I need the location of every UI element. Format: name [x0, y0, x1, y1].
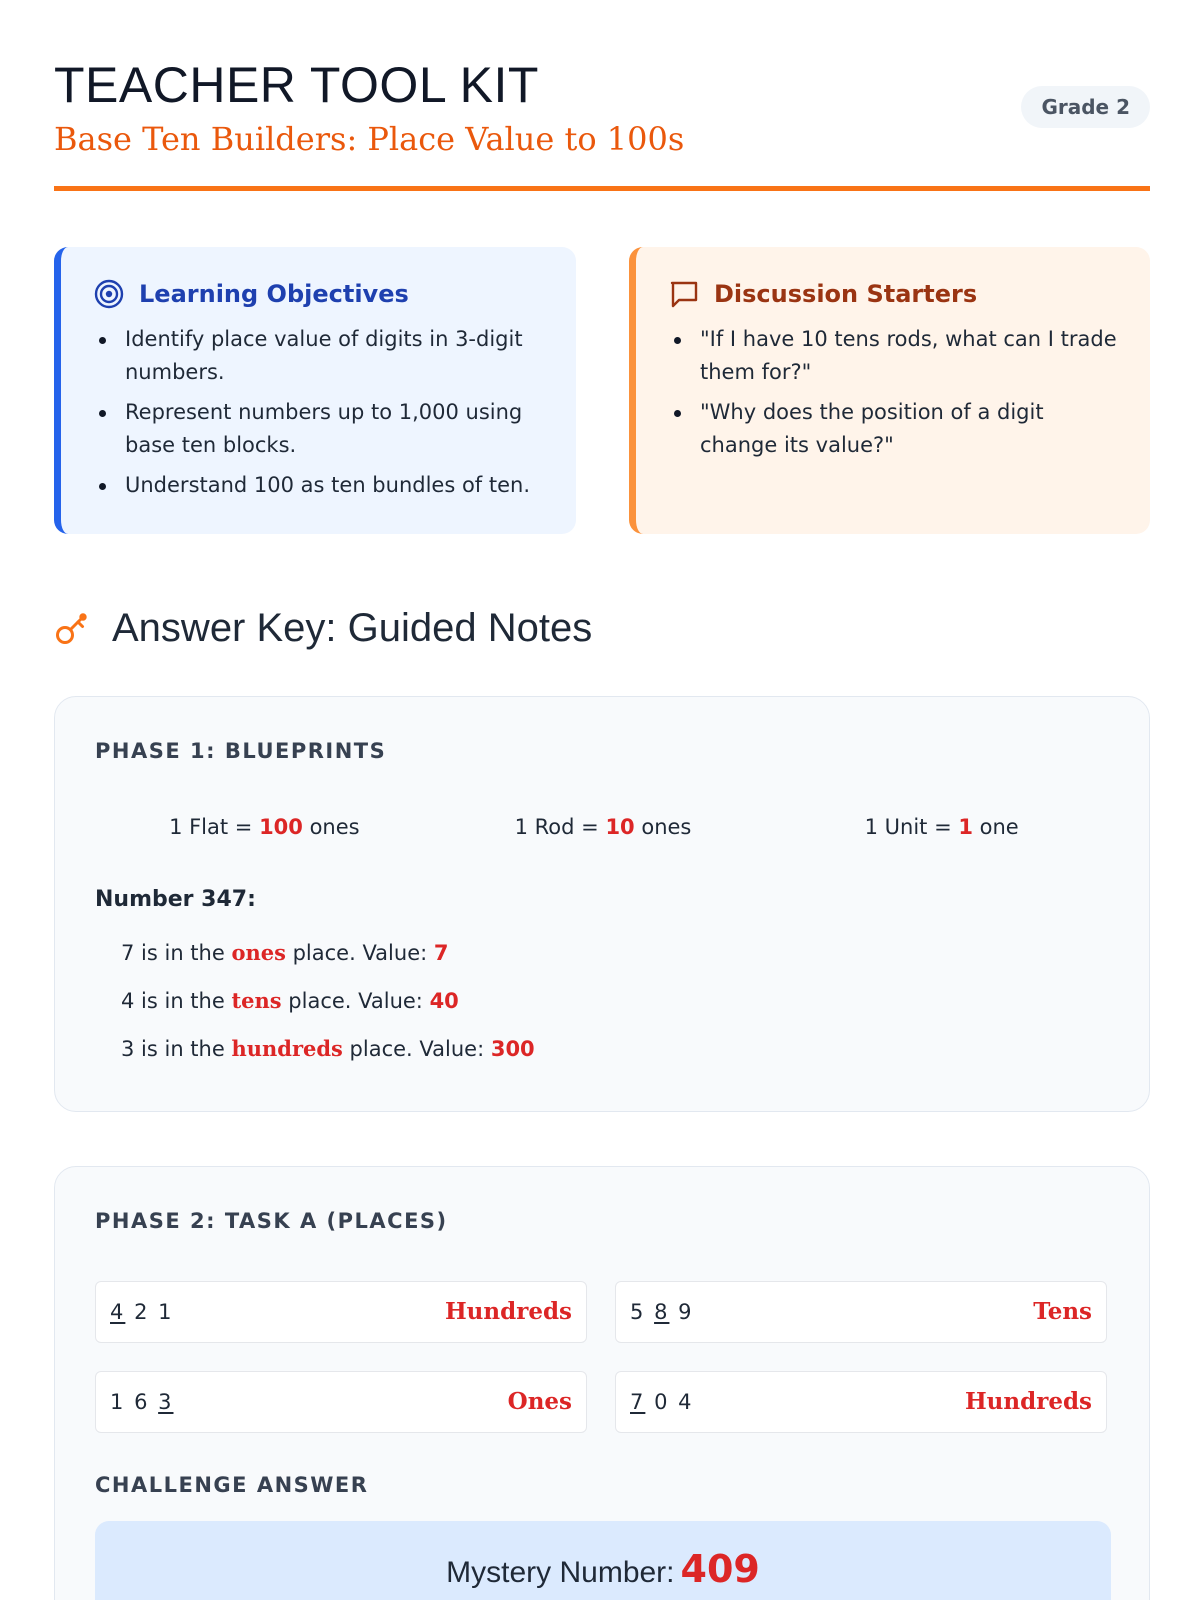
- key-icon: [54, 610, 90, 646]
- tool-kit-page: [54, 0, 1150, 1600]
- list-item: Represent numbers up to 1,000 using base ten blocks.: [93, 396, 546, 462]
- value-answer: 40: [429, 989, 459, 1013]
- digit: 4: [678, 1390, 694, 1414]
- number-digits: [110, 1282, 174, 1342]
- grade-badge: Grade 2: [1021, 86, 1150, 128]
- page-header: [54, 52, 1150, 192]
- digit: 0: [654, 1390, 670, 1414]
- answer-value: 10: [605, 815, 635, 839]
- discussion-starters-title: Discussion Starters: [714, 280, 978, 308]
- phase1-label: PHASE 1: BLUEPRINTS: [95, 739, 387, 763]
- place-answer: tens: [231, 988, 282, 1013]
- equivalence-prefix: 1 Flat =: [169, 815, 260, 839]
- number-digits: [110, 1372, 174, 1432]
- line-text: 4 is in the: [121, 989, 232, 1013]
- section-title: Answer Key: Guided Notes: [112, 605, 593, 650]
- header-divider: [54, 186, 1150, 191]
- place-item: [615, 1281, 1107, 1343]
- phase2-label: PHASE 2: TASK A (PLACES): [95, 1209, 448, 1233]
- target-icon: [93, 278, 125, 310]
- rod-equivalence: [434, 807, 773, 847]
- discussion-list: [668, 323, 1120, 462]
- number-digits: [630, 1372, 694, 1432]
- digit: 1: [110, 1390, 126, 1414]
- lesson-subtitle: Base Ten Builders: Place Value to 100s: [54, 120, 685, 158]
- list-item: "Why does the position of a digit change its value?": [668, 396, 1120, 462]
- number-digits: [630, 1282, 694, 1342]
- equivalence-suffix: one: [972, 815, 1019, 839]
- equivalence-prefix: 1 Rod =: [514, 815, 606, 839]
- speech-bubble-icon: [668, 278, 700, 310]
- page-title: TEACHER TOOL KIT: [54, 57, 539, 113]
- block-equivalences: [95, 807, 1111, 847]
- place-value-list: [121, 929, 535, 1073]
- unit-equivalence: [772, 807, 1111, 847]
- challenge-label: CHALLENGE ANSWER: [95, 1473, 369, 1497]
- digit: 5: [630, 1300, 646, 1324]
- equivalence-suffix: ones: [634, 815, 692, 839]
- place-item: [95, 1371, 587, 1433]
- list-item: "If I have 10 tens rods, what can I trade them for?": [668, 323, 1120, 389]
- digit: 8: [654, 1300, 670, 1324]
- place-item: [95, 1281, 587, 1343]
- line-text: 3 is in the: [121, 1037, 232, 1061]
- phase2-panel: [54, 1166, 1150, 1600]
- place-answer: Ones: [507, 1388, 572, 1415]
- place-answer: Tens: [1033, 1298, 1092, 1325]
- line-text: 7 is in the: [121, 941, 232, 965]
- mystery-value: 409: [680, 1547, 760, 1591]
- list-item: Identify place value of digits in 3-digit numbers.: [93, 323, 546, 389]
- digit: 9: [678, 1300, 694, 1324]
- line-text: place. Value:: [285, 941, 434, 965]
- digit: 2: [134, 1300, 150, 1324]
- place-item: [615, 1371, 1107, 1433]
- value-answer: 7: [433, 941, 449, 965]
- equivalence-prefix: 1 Unit =: [864, 815, 959, 839]
- flat-equivalence: [95, 807, 434, 847]
- answer-value: 100: [259, 815, 303, 839]
- place-value-line: [121, 977, 535, 1025]
- place-answer: ones: [231, 940, 286, 965]
- discussion-starters-header: [668, 277, 1120, 311]
- mystery-number-box: [95, 1521, 1111, 1600]
- place-value-line: [121, 929, 535, 977]
- learning-objectives-title: Learning Objectives: [139, 280, 409, 308]
- number-title: Number 347:: [95, 887, 256, 912]
- place-answer: Hundreds: [964, 1388, 1092, 1415]
- digit: 4: [110, 1300, 126, 1324]
- place-answer: Hundreds: [444, 1298, 572, 1325]
- line-text: place. Value:: [281, 989, 430, 1013]
- equivalence-suffix: ones: [302, 815, 360, 839]
- answer-key-heading: [54, 600, 592, 656]
- mystery-label: Mystery Number:: [446, 1556, 675, 1589]
- line-text: place. Value:: [342, 1037, 491, 1061]
- list-item: Understand 100 as ten bundles of ten.: [93, 469, 546, 502]
- answer-value: 1: [958, 815, 973, 839]
- learning-objectives-header: [93, 277, 546, 311]
- phase1-panel: [54, 696, 1150, 1112]
- digit: 7: [630, 1390, 646, 1414]
- place-value-line: [121, 1025, 535, 1073]
- learning-objectives-card: [54, 247, 576, 534]
- digit: 3: [158, 1390, 174, 1414]
- place-answer: hundreds: [231, 1036, 343, 1061]
- digit: 1: [158, 1300, 174, 1324]
- digit: 6: [134, 1390, 150, 1414]
- discussion-starters-card: [629, 247, 1150, 534]
- value-answer: 300: [490, 1037, 535, 1061]
- objectives-list: [93, 323, 546, 502]
